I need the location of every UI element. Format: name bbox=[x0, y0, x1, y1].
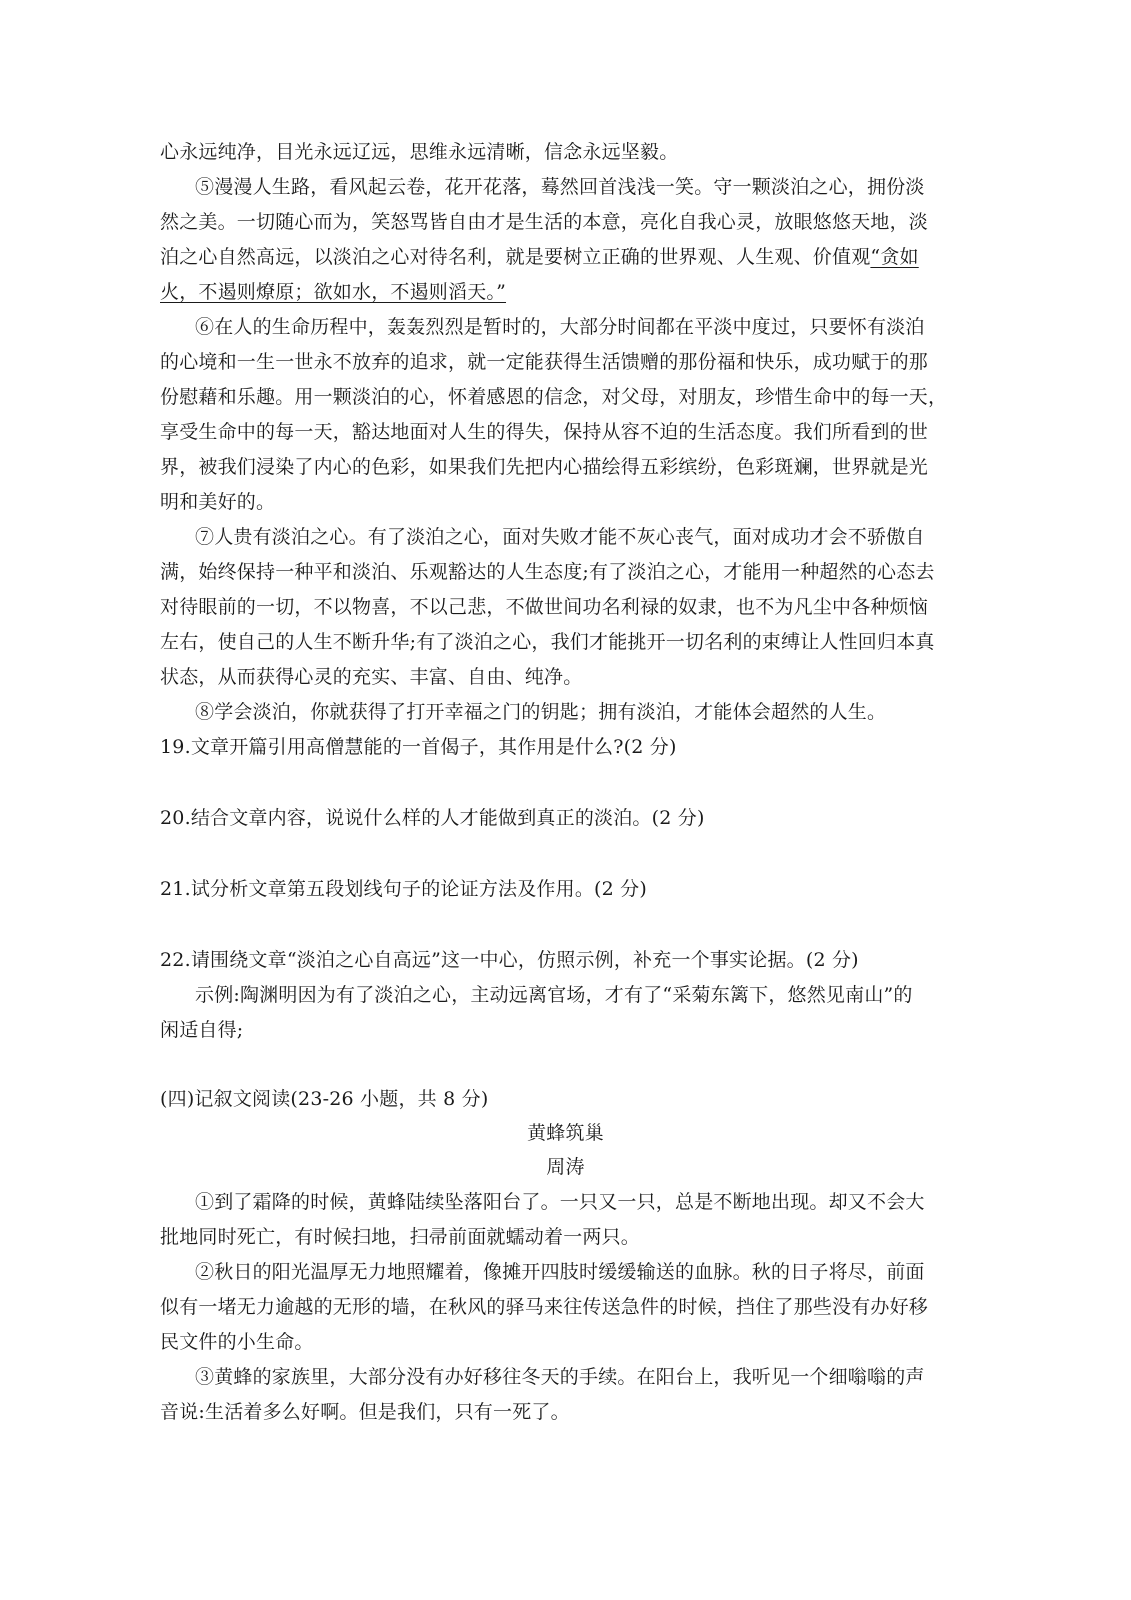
text-line: 然之美。一切随心而为，笑怒骂皆自由才是生活的本意，亮化自我心灵，放眼悠悠天地，淡 bbox=[160, 211, 929, 233]
paragraph-1-start: ①到了霜降的时候，黄蜂陆续坠落阳台了。一只又一只，总是不断地出现。却又不会大 bbox=[195, 1191, 925, 1213]
text-line: 明和美好的。 bbox=[160, 491, 276, 513]
paragraph-5-start: ⑤漫漫人生路，看风起云卷，花开花落，蓦然回首浅浅一笑。守一颗淡泊之心，拥份淡 bbox=[195, 176, 925, 198]
underlined-quote: 火，不遏则燎原；欲如水，不遏则滔天。” bbox=[160, 281, 507, 303]
text-line: 的心境和一生一世永不放弃的追求，就一定能获得生活馈赠的那份福和快乐，成功赋于的那 bbox=[160, 351, 929, 373]
text-line: 左右，使自己的人生不断升华;有了淡泊之心，我们才能挑开一切名利的束缚让人性回归本真 bbox=[160, 631, 935, 653]
text-line: 对待眼前的一切，不以物喜，不以己悲，不做世间功名利禄的奴隶，也不为凡尘中各种烦恼 bbox=[160, 596, 929, 618]
underlined-quote: “贪如 bbox=[870, 246, 919, 268]
text-line: 满，始终保持一种平和淡泊、乐观豁达的人生态度;有了淡泊之心，才能用一种超然的心态去 bbox=[160, 561, 935, 583]
text-line: 界，被我们浸染了内心的色彩，如果我们先把内心描绘得五彩缤纷，色彩斑斓，世界就是光 bbox=[160, 456, 929, 478]
question-21: 21.试分析文章第五段划线句子的论证方法及作用。(2 分) bbox=[160, 878, 647, 900]
section-heading: (四)记叙文阅读(23-26 小题，共 8 分) bbox=[160, 1088, 489, 1110]
text-line: 民文件的小生命。 bbox=[160, 1331, 314, 1353]
article-title: 黄蜂筑巢 bbox=[527, 1122, 604, 1144]
paragraph-3-start: ③黄蜂的家族里，大部分没有办好移往冬天的手续。在阳台上，我听见一个细嗡嗡的声 bbox=[195, 1366, 925, 1388]
paragraph-6-start: ⑥在人的生命历程中，轰轰烈烈是暂时的，大部分时间都在平淡中度过，只要怀有淡泊 bbox=[195, 316, 925, 338]
text-line: 音说:生活着多么好啊。但是我们，只有一死了。 bbox=[160, 1401, 570, 1423]
paragraph-2-start: ②秋日的阳光温厚无力地照耀着，像摊开四肢时缓缓输送的血脉。秋的日子将尽，前面 bbox=[195, 1261, 925, 1283]
text-line: 份慰藉和乐趣。用一颗淡泊的心，怀着感恩的信念，对父母，对朋友，珍惜生命中的每一天， bbox=[160, 386, 948, 408]
text-line: 批地同时死亡，有时候扫地，扫帚前面就蠕动着一两只。 bbox=[160, 1226, 641, 1248]
paragraph-8: ⑧学会淡泊，你就获得了打开幸福之门的钥匙；拥有淡泊，才能体会超然的人生。 bbox=[195, 701, 887, 723]
example-text-cont: 闲适自得; bbox=[160, 1019, 244, 1041]
example-text: 示例:陶渊明因为有了淡泊之心，主动远离官场，才有了“采菊东篱下，悠然见南山”的 bbox=[195, 984, 913, 1006]
text-line: 状态，从而获得心灵的充实、丰富、自由、纯净。 bbox=[160, 666, 583, 688]
article-author: 周涛 bbox=[546, 1156, 585, 1178]
text-line: 似有一堵无力逾越的无形的墙，在秋风的驿马来往传送急件的时候，挡住了那些没有办好移 bbox=[160, 1296, 929, 1318]
question-19: 19.文章开篇引用高僧慧能的一首偈子，其作用是什么?(2 分) bbox=[160, 736, 677, 758]
text-line: 享受生命中的每一天，豁达地面对人生的得失，保持从容不迫的生活态度。我们所看到的世 bbox=[160, 421, 929, 443]
question-22: 22.请围绕文章“淡泊之心自高远”这一中心，仿照示例，补充一个事实论据。(2 分) bbox=[160, 949, 859, 971]
paragraph-7-start: ⑦人贵有淡泊之心。有了淡泊之心，面对失败才能不灰心丧气，面对成功才会不骄傲自 bbox=[195, 526, 925, 548]
text-line: 心永远纯净，目光永远辽远，思维永远清晰，信念永远坚毅。 bbox=[160, 141, 679, 163]
text-line bbox=[160, 244, 980, 270]
text-segment: 泊之心自然高远，以淡泊之心对待名利，就是要树立正确的世界观、人生观、价值观 bbox=[160, 246, 871, 268]
question-20: 20.结合文章内容，说说什么样的人才能做到真正的淡泊。(2 分) bbox=[160, 807, 705, 829]
